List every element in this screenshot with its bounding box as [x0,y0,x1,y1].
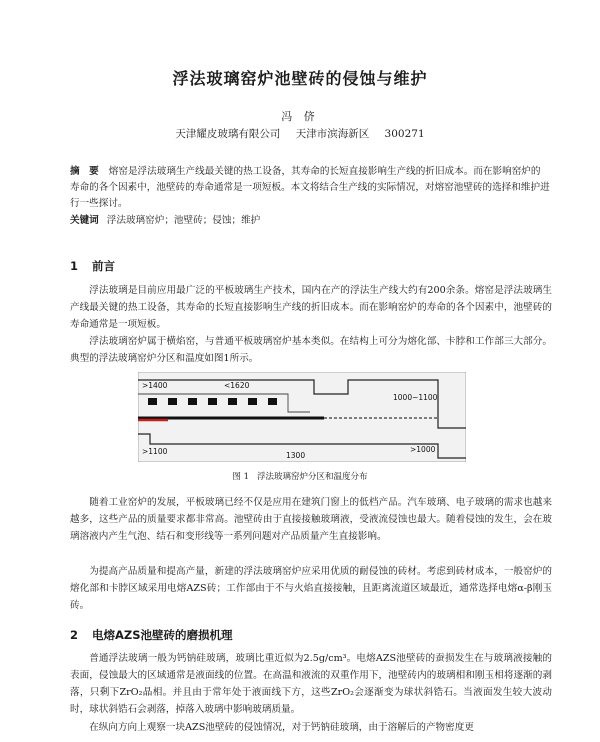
abstract-text: 熔窑是浮法玻璃生产线最关键的热工设备，其寿命的长短直接影响生产线的折旧成本。而在影响窑炉的寿命的各个因素中，池壁砖的寿命通常是一项短板。本文将结合生产线的实际情况，对熔窑池壁砖的选择和维护进行一些探讨。 [70,166,550,209]
section-2-heading [70,627,233,643]
section-2-number: 2 [70,628,79,642]
burner-port [188,398,197,405]
section-1-heading [70,258,115,274]
burner-port [228,398,237,405]
paper-title: 浮法玻璃窑炉池壁砖的侵蚀与维护 [172,69,428,88]
affiliation-org: 天津耀皮玻璃有限公司 [175,128,281,140]
label-melting-crown-temp: >1400 [142,381,168,390]
keywords [70,213,550,229]
figure-caption-label: 图 1 [232,472,250,482]
section-2-paragraph: 在纵向方向上观察一块AZS池壁砖的侵蚀情况，对于钙钠硅玻璃，由于溶解后的产物密度更 [89,722,474,733]
section-1-paragraph: 浮法玻璃是目前应用最广泛的平板玻璃生产技术，国内在产的浮法生产线大约有200余条。熔窑是浮法玻璃生产线最关键的热工设备，其寿命的长短直接影响生产线的折旧成本。而在影响窑炉的寿命的各个因素中，池壁砖的寿命通常是一项短板。 [70,285,552,330]
section-1-paragraph: 浮法玻璃窑炉属于横焰窑，与普通平板玻璃窑炉基本类似。在结构上可分为熔化部、卡脖和工作部三大部分。典型的浮法玻璃窑炉分区和温度如图1所示。 [70,336,552,364]
label-working-bottom-temp: >1000 [410,445,436,454]
furnace-diagram [138,372,466,462]
burner-port [248,398,257,405]
affiliation-location: 天津市滨海新区 [295,128,370,140]
label-bottom-temp: 1300 [286,451,306,460]
section-1-title: 前言 [92,259,116,273]
section-2-title: 电熔AZS池壁砖的磨损机理 [92,628,233,642]
burner-port [168,398,177,405]
body-paragraph: 为提高产品质量和提高产量，新建的浮法玻璃窑炉应采用优质的耐侵蚀的砖材。考虑到砖材成本，一般窑炉的熔化部和卡脖区域采用电熔AZS砖；工作部由于不与火焰直接接触，且距离流道区域最近，通常选择电熔α-β刚玉砖。 [70,566,552,611]
affiliation [0,126,600,141]
burner-port [208,398,217,405]
burner-port [148,398,157,405]
label-working-end-temp: 1000~1100 [393,393,438,402]
burner-port [268,398,277,405]
keywords-text: 浮法玻璃窑炉；池壁砖；侵蚀；维护 [106,215,261,226]
author-name: 冯 侪 [281,110,319,123]
label-hotspot-temp: <1620 [224,381,250,390]
body-paragraph: 随着工业窑炉的发展，平板玻璃已经不仅是应用在建筑门窗上的低档产品。汽车玻璃、电子玻璃的需求也越来越多，这些产品的质量要求都非常高。池壁砖由于直接接触玻璃液，受液流侵蚀也最大。随着侵蚀的发生，会在玻璃溶液内产生气泡、结石和变形线等一系列问题对产品质量产生直接影响。 [70,497,552,542]
section-2-paragraph: 普通浮法玻璃一般为钙钠硅玻璃，玻璃比重近似为2.5g/cm³。电熔AZS池壁砖的蚕损发生在与玻璃液接触的表面，侵蚀最大的区域通常是液面线的位置。在高温和液流的双重作用下，池壁砖内的玻璃相和刚玉相将逐渐的剥落，只剩下ZrO₂晶相。并且由于常年处于液面线下方，这些ZrO₂会逐渐变为球状斜锆石。当液面发生较大波动时，球状斜锆石会剥落，掉落入玻璃中影响玻璃质量。 [70,653,552,715]
affiliation-postcode: 300271 [384,128,425,140]
figure-caption [0,470,600,482]
label-melting-bottom-temp: >1100 [142,447,168,456]
abstract [70,164,550,212]
abstract-label: 摘 要 [70,166,99,177]
section-1-number: 1 [70,259,79,273]
figure-caption-text: 浮法玻璃窑炉分区和温度分布 [257,472,368,482]
keywords-label: 关键词 [70,215,99,226]
